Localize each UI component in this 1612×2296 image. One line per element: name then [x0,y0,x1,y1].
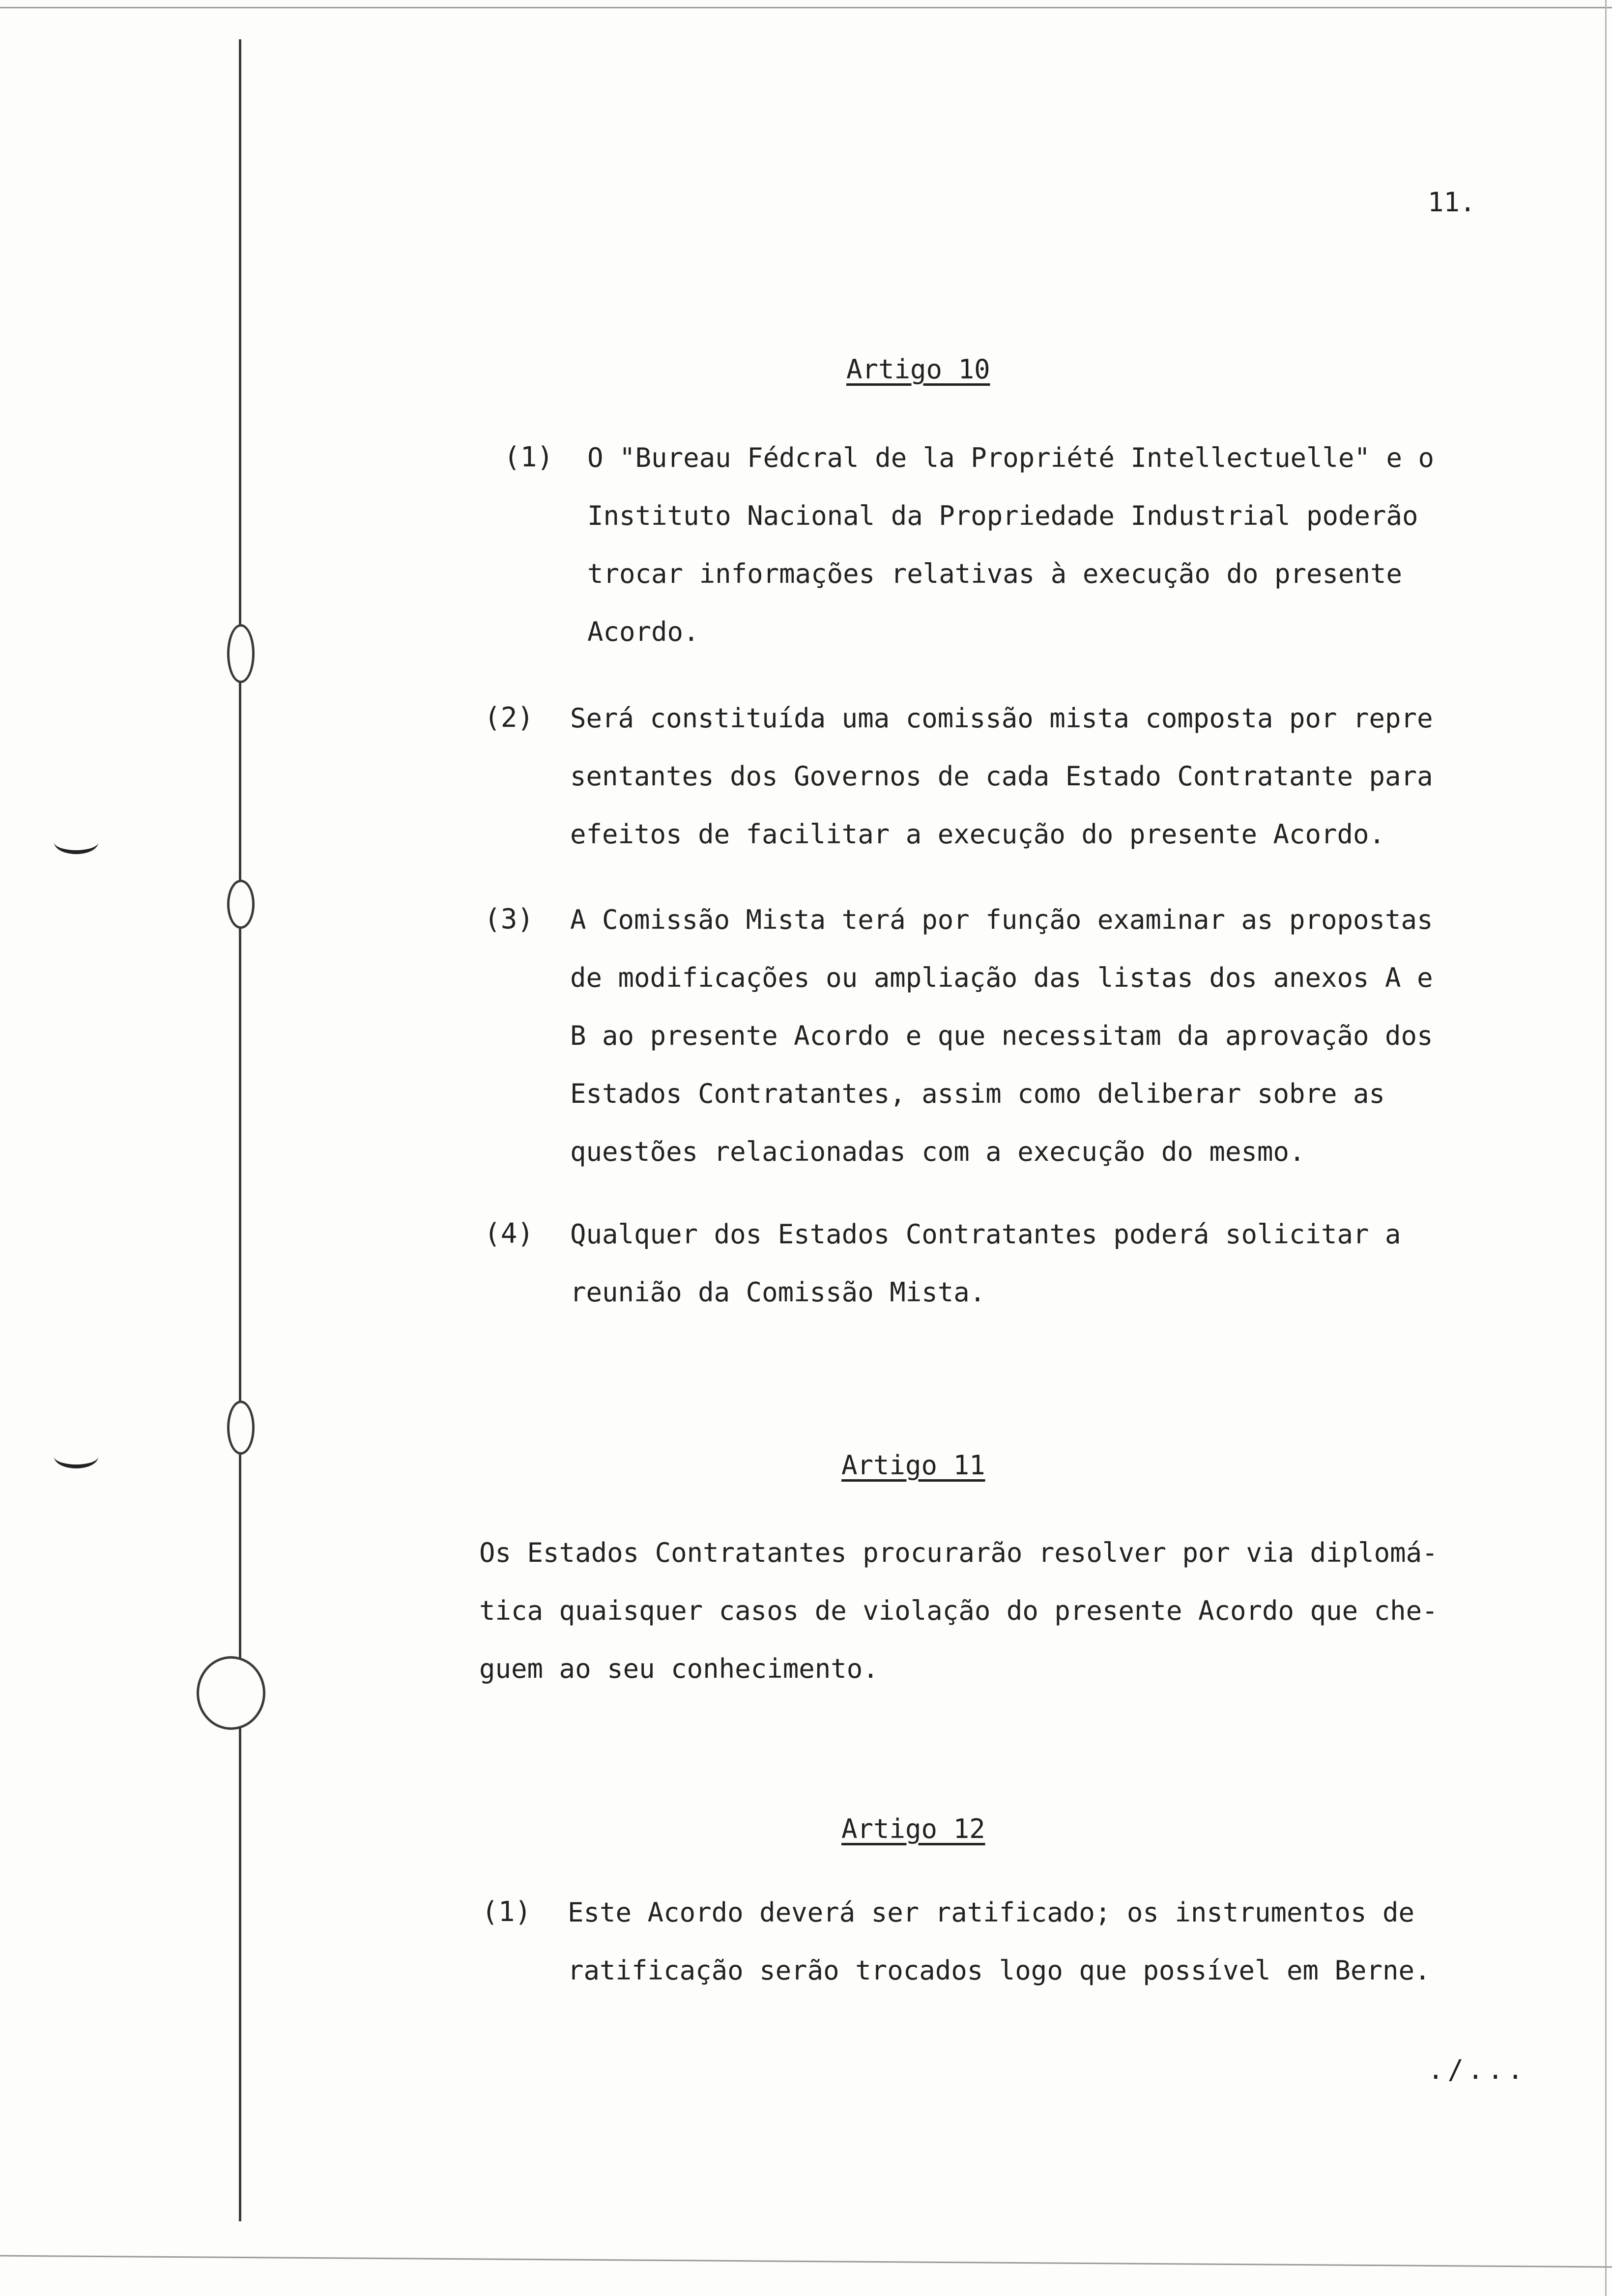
article-10-paragraph-1-line: O "Bureau Fédcral de la Propriété Intellectuelle" e o [587,442,1435,473]
article-10-paragraph-4-line: Qualquer dos Estados Contratantes poderá solicitar a [570,1219,1401,1250]
article-10-paragraph-1-number: (1) [504,441,554,473]
article-10-heading: Artigo 10 [846,354,990,385]
article-11-line: tica quaisquer casos de violação do presente Acordo que che- [479,1595,1438,1626]
binding-line [239,39,241,2221]
binding-hole [227,1401,255,1455]
article-10-paragraph-3-number: (3) [484,903,534,935]
binding-hole [227,624,255,683]
article-10-paragraph-3-line: de modificações ou ampliação das listas dos anexos A e [570,962,1433,993]
article-10-paragraph-3-line: Estados Contratantes, assim como deliberar sobre as [570,1078,1385,1109]
scan-edge-top [0,0,1612,8]
article-10-paragraph-4-number: (4) [484,1218,534,1250]
article-12-heading: Artigo 12 [841,1813,985,1844]
article-10-paragraph-1-line: trocar informações relativas à execução do presente [587,558,1403,589]
article-11-heading: Artigo 11 [841,1450,985,1481]
article-10-paragraph-4-line: reunião da Comissão Mista. [570,1277,986,1308]
scan-edge-bottom [0,2255,1612,2268]
article-10-paragraph-2-number: (2) [484,702,534,734]
margin-mark [54,831,98,854]
article-11-line: guem ao seu conhecimento. [479,1653,879,1684]
margin-mark [54,1445,98,1468]
article-10-paragraph-1-line: Acordo. [587,616,699,647]
article-10-paragraph-3-line: B ao presente Acordo e que necessitam da aprovação dos [570,1020,1433,1051]
scan-edge-right [1605,0,1607,2296]
article-12-paragraph-1-number: (1) [482,1896,532,1928]
article-11-line: Os Estados Contratantes procurarão resolver por via diplomá- [479,1537,1438,1568]
article-10-paragraph-2-line: sentantes dos Governos de cada Estado Contratante para [570,761,1433,792]
article-10-paragraph-2-line: Será constituída uma comissão mista composta por repre [570,703,1433,734]
page-number: 11. [1428,187,1476,218]
article-10-paragraph-3-line: A Comissão Mista terá por função examinar as propostas [570,904,1433,935]
article-10-paragraph-2-line: efeitos de facilitar a execução do presente Acordo. [570,819,1385,850]
binding-hole [197,1656,265,1730]
article-10-paragraph-3-line: questões relacionadas com a execução do mesmo. [570,1136,1305,1167]
binding-hole [227,880,255,929]
article-10-paragraph-1-line: Instituto Nacional da Propriedade Industrial poderão [587,500,1418,531]
article-12-paragraph-1-line: ratificação serão trocados logo que possível em Berne. [568,1955,1431,1986]
article-12-paragraph-1-line: Este Acordo deverá ser ratificado; os instrumentos de [568,1897,1415,1928]
continuation-mark: ./... [1428,2054,1527,2085]
